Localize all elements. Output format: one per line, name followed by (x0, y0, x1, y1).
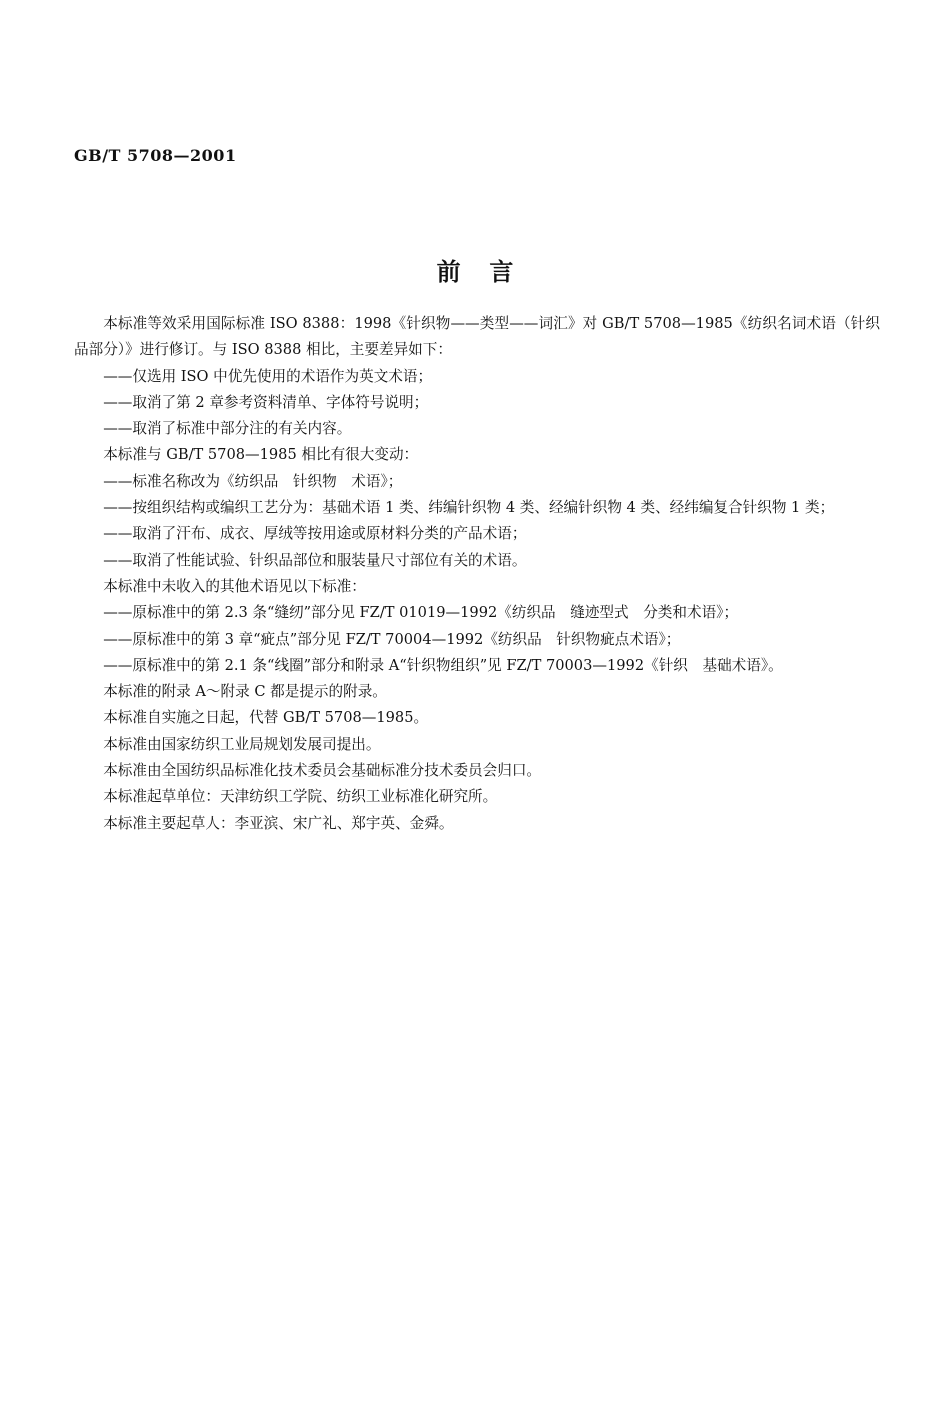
paragraph: 本标准中未收入的其他术语见以下标准： (103, 577, 366, 595)
paragraph: 本标准主要起草人：李亚滨、宋广礼、郑宇英、金舜。 (103, 814, 454, 832)
paragraph: 本标准自实施之日起，代替 GB/T 5708—1985。 (103, 709, 429, 727)
paragraph: 本标准的附录 A～附录 C 都是提示的附录。 (103, 683, 387, 701)
paragraph: 本标准由国家纺织工业局规划发展司提出。 (103, 735, 381, 753)
list-item: ——取消了性能试验、针织品部位和服装量尺寸部位有关的术语。 (103, 551, 527, 569)
paragraph: 本标准与 GB/T 5708—1985 相比有很大变动： (103, 446, 419, 464)
list-item: ——原标准中的第 2.3 条“缝纫”部分见 FZ/T 01019—1992《纺织品 缝迹型式 分类和术语》； (103, 604, 739, 622)
document-code: GB/T 5708—2001 (74, 146, 237, 165)
page-title: 前言 (436, 257, 543, 286)
foreword-body (74, 311, 880, 837)
paragraph: 本标准等效采用国际标准 ISO 8388：1998《针织物——类型——词汇》对 GB/T 5708—1985《纺织名词术语（针织品部分）》进行修订。与 ISO 8388 相比，主要差异如下： (74, 315, 880, 359)
list-item: ——原标准中的第 3 章“疵点”部分见 FZ/T 70004—1992《纺织品 针织物疵点术语》； (103, 630, 681, 648)
list-item: ——取消了第 2 章参考资料清单、字体符号说明； (103, 393, 429, 411)
list-item: ——取消了汗布、成衣、厚绒等按用途或原材料分类的产品术语； (103, 525, 527, 543)
list-item: ——标准名称改为《纺织品 针织物 术语》； (103, 472, 403, 490)
list-item: ——原标准中的第 2.1 条“线圈”部分和附录 A“针织物组织”见 FZ/T 70003—1992《针织 基础术语》。 (103, 656, 783, 674)
paragraph: 本标准起草单位：天津纺织工学院、纺织工业标准化研究所。 (103, 788, 498, 806)
list-item: ——按组织结构或编织工艺分为：基础术语 1 类、纬编针织物 4 类、经编针织物 4 类、经纬编复合针织物 1 类； (103, 499, 835, 517)
paragraph: 本标准由全国纺织品标准化技术委员会基础标准分技术委员会归口。 (103, 762, 542, 780)
list-item: ——仅选用 ISO 中优先使用的术语作为英文术语； (103, 367, 433, 385)
list-item: ——取消了标准中部分注的有关内容。 (103, 420, 352, 438)
